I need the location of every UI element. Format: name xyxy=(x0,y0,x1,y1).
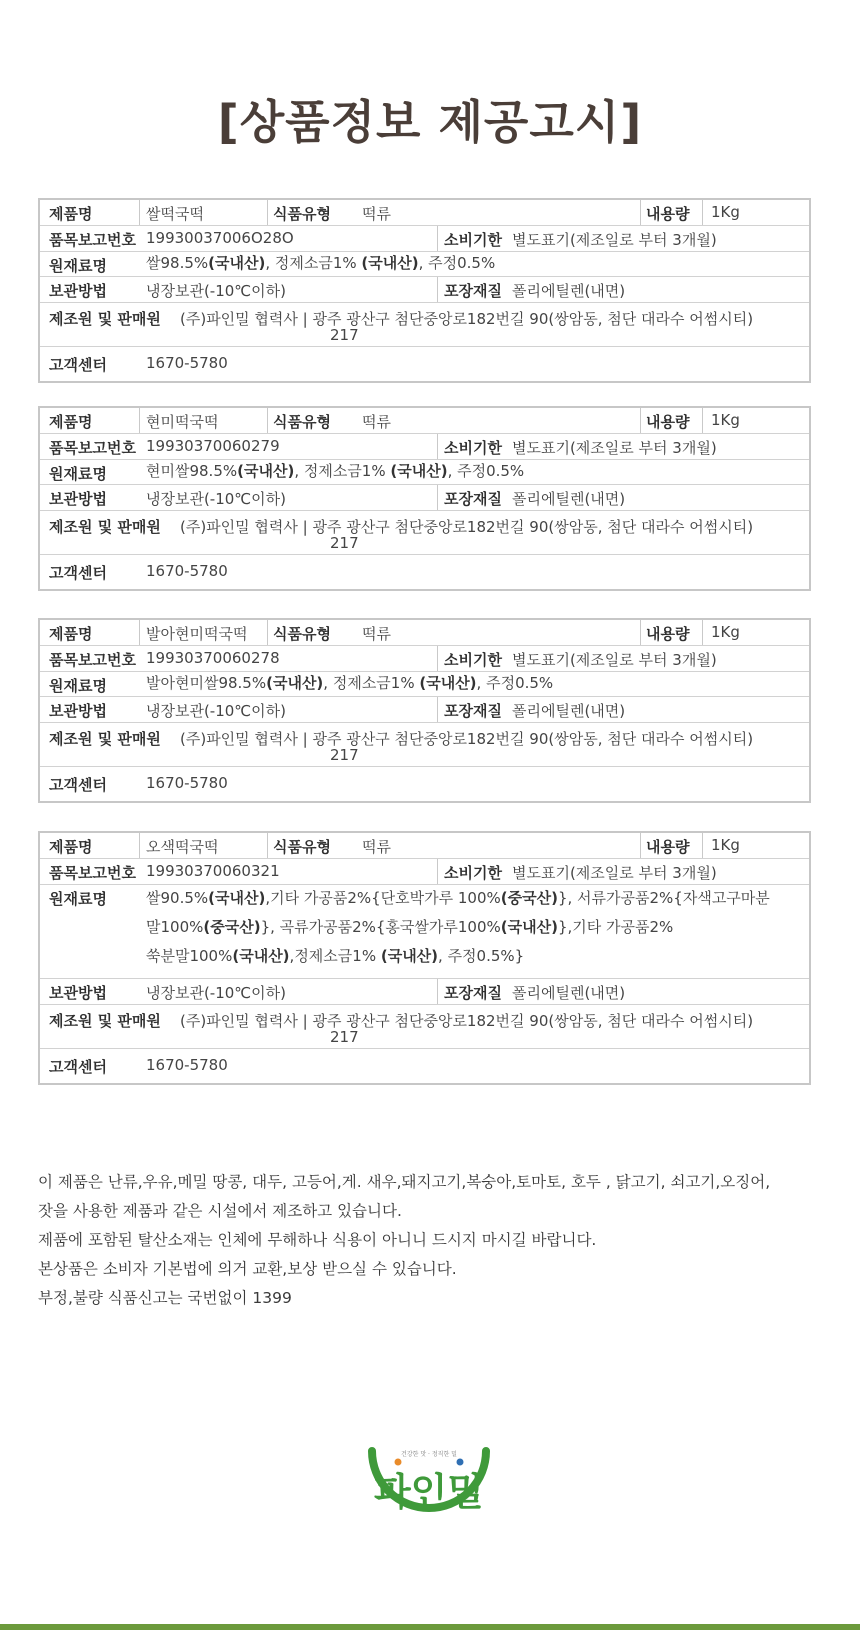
label-product-name: 제품명 xyxy=(49,838,93,856)
label-product-name: 제품명 xyxy=(49,205,93,223)
value-storage: 냉장보관(-10℃이하) xyxy=(146,702,286,720)
label-customer-center: 고객센터 xyxy=(49,356,107,374)
row-ingredients xyxy=(40,460,809,485)
label-expiry: 소비기한 xyxy=(444,231,502,249)
value-report-no: 19930037006O28O xyxy=(146,229,294,247)
value-maker-line1: (주)파인밀 협력사 | 광주 광산구 첨단중앙로182번길 90(쌍암동, 첨단 대라수 어썸시티) xyxy=(180,310,754,328)
value-expiry: 별도표기(제조일로 부터 3개월) xyxy=(512,864,717,882)
value-expiry: 별도표기(제조일로 부터 3개월) xyxy=(512,231,717,249)
value-volume: 1Kg xyxy=(711,411,740,429)
label-food-type: 식품유형 xyxy=(273,205,331,223)
product-table xyxy=(38,618,811,803)
value-ingredients: 쌀90.5%(국내산),기타 가공품2%{단호박가루 100%(중국산)}, 서류가공품2%{자색고구마분 말100%(중국산)}, 곡류가공품2%{홍국쌀가루100%(국내산)},기타 가공품2% 쑥분말100%(국내산),정제소금1% (국내산), 주정0.5%} xyxy=(146,889,770,965)
row-customer-center xyxy=(40,1049,809,1083)
label-customer-center: 고객센터 xyxy=(49,1058,107,1076)
label-storage: 보관방법 xyxy=(49,702,107,720)
label-report-no: 품목보고번호 xyxy=(49,439,136,457)
value-storage: 냉장보관(-10℃이하) xyxy=(146,282,286,300)
label-volume: 내용량 xyxy=(646,625,690,643)
label-volume: 내용량 xyxy=(646,838,690,856)
label-maker: 제조원 및 판매원 xyxy=(49,730,161,748)
label-packaging: 포장재질 xyxy=(444,282,502,300)
bottom-accent-line xyxy=(0,1624,860,1630)
notice-line: 제품에 포함된 탈산소재는 인체에 무해하나 식용이 아니니 드시지 마시길 바랍니다. xyxy=(38,1231,597,1249)
value-ingredients: 현미쌀98.5%(국내산), 정제소금1% (국내산), 주정0.5% xyxy=(146,462,525,480)
value-storage: 냉장보관(-10℃이하) xyxy=(146,984,286,1002)
label-product-name: 제품명 xyxy=(49,625,93,643)
row-ingredients xyxy=(40,885,809,979)
value-maker-line2: 217 xyxy=(330,746,359,764)
brand-logo xyxy=(366,1443,492,1555)
value-volume: 1Kg xyxy=(711,836,740,854)
product-table xyxy=(38,198,811,383)
logo-wordmark: 파인밀 xyxy=(373,1470,485,1514)
value-ingredients: 발아현미쌀98.5%(국내산), 정제소금1% (국내산), 주정0.5% xyxy=(146,674,554,692)
value-report-no: 19930370060279 xyxy=(146,437,280,455)
row-customer-center xyxy=(40,347,809,381)
label-report-no: 품목보고번호 xyxy=(49,651,136,669)
value-product-name: 현미떡국떡 xyxy=(146,413,219,431)
label-volume: 내용량 xyxy=(646,413,690,431)
value-ingredients: 쌀98.5%(국내산), 정제소금1% (국내산), 주정0.5% xyxy=(146,254,496,272)
label-storage: 보관방법 xyxy=(49,282,107,300)
value-food-type: 떡류 xyxy=(362,413,391,431)
logo-tagline: 건강한 맛 · 정직한 밀 xyxy=(401,1451,457,1458)
row-product-name xyxy=(40,620,809,646)
label-packaging: 포장재질 xyxy=(444,984,502,1002)
value-product-name: 발아현미떡국떡 xyxy=(146,625,248,643)
notice-text xyxy=(38,1168,828,1313)
value-product-name: 오색떡국떡 xyxy=(146,838,219,856)
value-report-no: 19930370060321 xyxy=(146,862,280,880)
label-ingredients: 원재료명 xyxy=(49,677,107,695)
label-packaging: 포장재질 xyxy=(444,490,502,508)
label-expiry: 소비기한 xyxy=(444,439,502,457)
label-customer-center: 고객센터 xyxy=(49,776,107,794)
row-storage xyxy=(40,277,809,303)
value-customer-center: 1670-5780 xyxy=(146,354,228,372)
row-customer-center xyxy=(40,767,809,801)
row-ingredients xyxy=(40,252,809,277)
label-product-name: 제품명 xyxy=(49,413,93,431)
label-storage: 보관방법 xyxy=(49,984,107,1002)
label-customer-center: 고객센터 xyxy=(49,564,107,582)
value-food-type: 떡류 xyxy=(362,625,391,643)
label-maker: 제조원 및 판매원 xyxy=(49,310,161,328)
value-maker-line1: (주)파인밀 협력사 | 광주 광산구 첨단중앙로182번길 90(쌍암동, 첨단 대라수 어썸시티) xyxy=(180,1012,754,1030)
value-packaging: 폴리에틸렌(내면) xyxy=(512,984,626,1002)
logo-dot-blue xyxy=(457,1459,464,1466)
value-expiry: 별도표기(제조일로 부터 3개월) xyxy=(512,651,717,669)
value-product-name: 쌀떡국떡 xyxy=(146,205,204,223)
row-maker xyxy=(40,303,809,347)
label-expiry: 소비기한 xyxy=(444,651,502,669)
value-maker-line1: (주)파인밀 협력사 | 광주 광산구 첨단중앙로182번길 90(쌍암동, 첨단 대라수 어썸시티) xyxy=(180,518,754,536)
row-customer-center xyxy=(40,555,809,589)
value-volume: 1Kg xyxy=(711,203,740,221)
row-report-no xyxy=(40,859,809,885)
label-expiry: 소비기한 xyxy=(444,864,502,882)
label-storage: 보관방법 xyxy=(49,490,107,508)
label-maker: 제조원 및 판매원 xyxy=(49,518,161,536)
row-storage xyxy=(40,979,809,1005)
row-maker xyxy=(40,511,809,555)
value-storage: 냉장보관(-10℃이하) xyxy=(146,490,286,508)
value-report-no: 19930370060278 xyxy=(146,649,280,667)
value-customer-center: 1670-5780 xyxy=(146,1056,228,1074)
value-packaging: 폴리에틸렌(내면) xyxy=(512,490,626,508)
label-report-no: 품목보고번호 xyxy=(49,864,136,882)
notice-line: 이 제품은 난류,우유,메밀 땅콩, 대두, 고등어,게. 새우,돼지고기,복숭아,토마토, 호두 , 닭고기, 쇠고기,오징어, xyxy=(38,1173,771,1191)
notice-line: 본상품은 소비자 기본법에 의거 교환,보상 받으실 수 있습니다. xyxy=(38,1260,457,1278)
logo-dot-orange xyxy=(395,1459,402,1466)
label-maker: 제조원 및 판매원 xyxy=(49,1012,161,1030)
label-food-type: 식품유형 xyxy=(273,625,331,643)
page-title: [상품정보 제공고시] xyxy=(217,95,643,149)
row-storage xyxy=(40,485,809,511)
value-volume: 1Kg xyxy=(711,623,740,641)
product-table xyxy=(38,406,811,591)
value-maker-line2: 217 xyxy=(330,1028,359,1046)
label-food-type: 식품유형 xyxy=(273,838,331,856)
value-maker-line1: (주)파인밀 협력사 | 광주 광산구 첨단중앙로182번길 90(쌍암동, 첨단 대라수 어썸시티) xyxy=(180,730,754,748)
product-table xyxy=(38,831,811,1085)
notice-line: 잣을 사용한 제품과 같은 시설에서 제조하고 있습니다. xyxy=(38,1202,402,1220)
label-packaging: 포장재질 xyxy=(444,702,502,720)
label-ingredients: 원재료명 xyxy=(49,257,107,275)
value-maker-line2: 217 xyxy=(330,326,359,344)
row-product-name xyxy=(40,408,809,434)
label-report-no: 품목보고번호 xyxy=(49,231,136,249)
label-ingredients: 원재료명 xyxy=(49,465,107,483)
row-product-name xyxy=(40,833,809,859)
row-maker xyxy=(40,723,809,767)
value-customer-center: 1670-5780 xyxy=(146,562,228,580)
value-food-type: 떡류 xyxy=(362,838,391,856)
notice-line: 부정,불량 식품신고는 국번없이 1399 xyxy=(38,1289,292,1307)
value-packaging: 폴리에틸렌(내면) xyxy=(512,702,626,720)
label-food-type: 식품유형 xyxy=(273,413,331,431)
value-packaging: 폴리에틸렌(내면) xyxy=(512,282,626,300)
row-storage xyxy=(40,697,809,723)
label-volume: 내용량 xyxy=(646,205,690,223)
value-expiry: 별도표기(제조일로 부터 3개월) xyxy=(512,439,717,457)
value-customer-center: 1670-5780 xyxy=(146,774,228,792)
value-maker-line2: 217 xyxy=(330,534,359,552)
row-maker xyxy=(40,1005,809,1049)
label-ingredients: 원재료명 xyxy=(49,890,107,908)
row-product-name xyxy=(40,200,809,226)
value-food-type: 떡류 xyxy=(362,205,391,223)
row-ingredients xyxy=(40,672,809,697)
